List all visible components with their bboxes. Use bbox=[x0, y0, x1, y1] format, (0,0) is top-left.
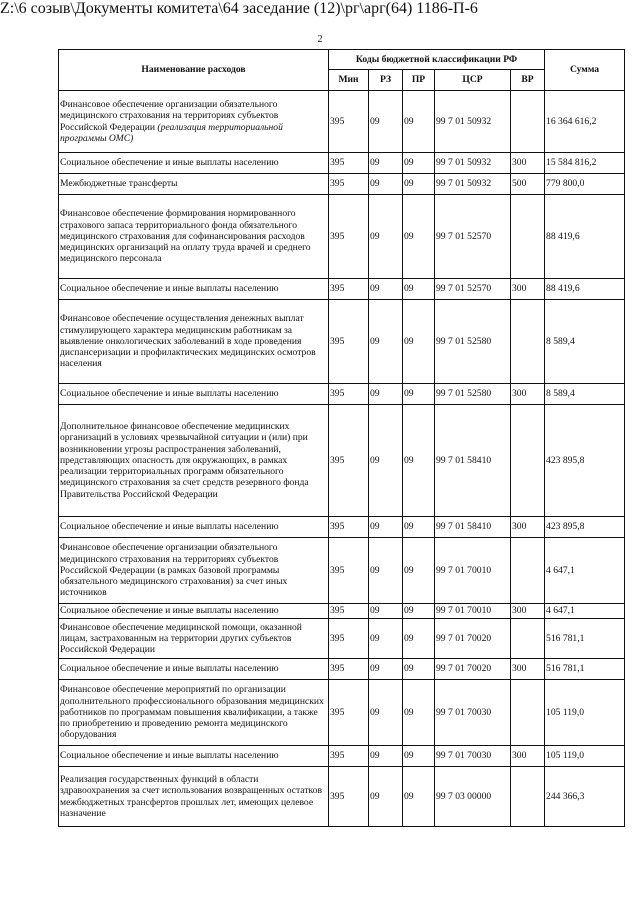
table-row bbox=[59, 746, 625, 767]
vr-code bbox=[511, 619, 545, 659]
vr-code bbox=[511, 91, 545, 153]
min-code: 395 bbox=[329, 767, 369, 827]
rz-code: 09 bbox=[369, 279, 403, 300]
min-code: 395 bbox=[329, 405, 369, 517]
rz-code: 09 bbox=[369, 619, 403, 659]
min-code: 395 bbox=[329, 538, 369, 604]
vr-code: 500 bbox=[511, 174, 545, 195]
rz-code: 09 bbox=[369, 384, 403, 405]
sum-value: 423 895,8 bbox=[545, 517, 625, 538]
csr-code: 99 7 01 70030 bbox=[435, 680, 511, 746]
min-code: 395 bbox=[329, 604, 369, 619]
pr-code: 09 bbox=[403, 91, 435, 153]
header-min: Мин bbox=[329, 70, 369, 91]
rz-code: 09 bbox=[369, 680, 403, 746]
vr-code: 300 bbox=[511, 384, 545, 405]
expense-name: Финансовое обеспечение организации обязательного медицинского страхования на территориях субъектов Российской Федерации (в рамках базовой программы обязательного медицинского страхования) за счет иных источников bbox=[59, 538, 329, 604]
csr-code: 99 7 01 70010 bbox=[435, 538, 511, 604]
min-code: 395 bbox=[329, 659, 369, 680]
expense-name: Социальное обеспечение и иные выплаты населению bbox=[59, 604, 329, 619]
sum-value: 244 366,3 bbox=[545, 767, 625, 827]
vr-code: 300 bbox=[511, 659, 545, 680]
table-row bbox=[59, 384, 625, 405]
min-code: 395 bbox=[329, 619, 369, 659]
expense-name: Социальное обеспечение и иные выплаты населению bbox=[59, 659, 329, 680]
program-note: (реализация территориальной программы ОМС) bbox=[60, 121, 283, 144]
rz-code: 09 bbox=[369, 195, 403, 279]
expense-name: Финансовое обеспечение мероприятий по организации дополнительного профессионального образования медицинских работников по программам повышения квалификации, а также по приобретению и проведению ремонта медицинского оборудования bbox=[59, 680, 329, 746]
vr-code: 300 bbox=[511, 746, 545, 767]
table-row bbox=[59, 405, 625, 517]
vr-code bbox=[511, 680, 545, 746]
vr-code bbox=[511, 538, 545, 604]
sum-value: 4 647,1 bbox=[545, 604, 625, 619]
vr-code bbox=[511, 405, 545, 517]
pr-code: 09 bbox=[403, 746, 435, 767]
vr-code bbox=[511, 195, 545, 279]
header-rz: РЗ bbox=[369, 70, 403, 91]
expense-name: Социальное обеспечение и иные выплаты населению bbox=[59, 279, 329, 300]
pr-code: 09 bbox=[403, 767, 435, 827]
sum-value: 8 589,4 bbox=[545, 300, 625, 384]
pr-code: 09 bbox=[403, 517, 435, 538]
expense-name: Финансовое обеспечение медицинской помощи, оказанной лицам, застрахованным на территории других субъектов Российской Федерации bbox=[59, 619, 329, 659]
min-code: 395 bbox=[329, 680, 369, 746]
table-row bbox=[59, 619, 625, 659]
rz-code: 09 bbox=[369, 746, 403, 767]
sum-value: 105 119,0 bbox=[545, 746, 625, 767]
table-row bbox=[59, 91, 625, 153]
header-name-column: Наименование расходов bbox=[59, 50, 329, 91]
expense-name: Дополнительное финансовое обеспечение медицинских организаций в условиях чрезвычайной ситуации и (или) при возникновении угрозы распространения заболеваний, представляющих опасность для окружающих, в рамках реализации территориальных программ обязательного медицинского страхования за счет средств резервного фонда Правительства Российской Федерации bbox=[59, 405, 329, 517]
vr-code: 300 bbox=[511, 604, 545, 619]
budget-table bbox=[58, 49, 625, 827]
sum-value: 4 647,1 bbox=[545, 538, 625, 604]
pr-code: 09 bbox=[403, 195, 435, 279]
header-vr: ВР bbox=[511, 70, 545, 91]
pr-code: 09 bbox=[403, 659, 435, 680]
pr-code: 09 bbox=[403, 174, 435, 195]
pr-code: 09 bbox=[403, 279, 435, 300]
pr-code: 09 bbox=[403, 153, 435, 174]
min-code: 395 bbox=[329, 384, 369, 405]
table-row bbox=[59, 767, 625, 827]
pr-code: 09 bbox=[403, 680, 435, 746]
expense-name: Межбюджетные трансферты bbox=[59, 174, 329, 195]
min-code: 395 bbox=[329, 91, 369, 153]
sum-value: 8 589,4 bbox=[545, 384, 625, 405]
sum-value: 16 364 616,2 bbox=[545, 91, 625, 153]
rz-code: 09 bbox=[369, 604, 403, 619]
sum-value: 105 119,0 bbox=[545, 680, 625, 746]
csr-code: 99 7 01 50932 bbox=[435, 153, 511, 174]
pr-code: 09 bbox=[403, 538, 435, 604]
expense-name: Социальное обеспечение и иные выплаты населению bbox=[59, 746, 329, 767]
min-code: 395 bbox=[329, 174, 369, 195]
sum-value: 88 419,6 bbox=[545, 279, 625, 300]
sum-value: 423 895,8 bbox=[545, 405, 625, 517]
csr-code: 99 7 03 00000 bbox=[435, 767, 511, 827]
sum-value: 88 419,6 bbox=[545, 195, 625, 279]
vr-code: 300 bbox=[511, 153, 545, 174]
table-row bbox=[59, 279, 625, 300]
expense-name: Социальное обеспечение и иные выплаты населению bbox=[59, 153, 329, 174]
table-row bbox=[59, 153, 625, 174]
csr-code: 99 7 01 58410 bbox=[435, 405, 511, 517]
header-csr: ЦСР bbox=[435, 70, 511, 91]
csr-code: 99 7 01 70030 bbox=[435, 746, 511, 767]
rz-code: 09 bbox=[369, 300, 403, 384]
csr-code: 99 7 01 70010 bbox=[435, 604, 511, 619]
pr-code: 09 bbox=[403, 405, 435, 517]
csr-code: 99 7 01 70020 bbox=[435, 619, 511, 659]
table-row bbox=[59, 604, 625, 619]
header-pr: ПР bbox=[403, 70, 435, 91]
header-sum-column: Сумма bbox=[545, 50, 625, 91]
csr-code: 99 7 01 52570 bbox=[435, 195, 511, 279]
table-row bbox=[59, 659, 625, 680]
rz-code: 09 bbox=[369, 174, 403, 195]
vr-code bbox=[511, 767, 545, 827]
expense-name: Социальное обеспечение и иные выплаты населению bbox=[59, 384, 329, 405]
sum-value: 516 781,1 bbox=[545, 659, 625, 680]
csr-code: 99 7 01 52580 bbox=[435, 384, 511, 405]
vr-code: 300 bbox=[511, 279, 545, 300]
expense-name: Социальное обеспечение и иные выплаты населению bbox=[59, 517, 329, 538]
page-number: 2 bbox=[317, 34, 323, 45]
csr-code: 99 7 01 58410 bbox=[435, 517, 511, 538]
csr-code: 99 7 01 50932 bbox=[435, 174, 511, 195]
table-row bbox=[59, 300, 625, 384]
table-row bbox=[59, 517, 625, 538]
expense-name: Финансовое обеспечение организации обязательного медицинского страхования на территориях субъектов Российской Федерации (реализация территориальной программы ОМС) bbox=[59, 91, 329, 153]
header-codes-group: Коды бюджетной классификации РФ bbox=[329, 50, 545, 70]
table-row bbox=[59, 680, 625, 746]
min-code: 395 bbox=[329, 153, 369, 174]
table-row bbox=[59, 174, 625, 195]
rz-code: 09 bbox=[369, 767, 403, 827]
expense-name: Финансовое обеспечение формирования нормированного страхового запаса территориального фонда обязательного медицинского страхования для софинансирования расходов медицинских организаций на оплату труда врачей и среднего медицинского персонала bbox=[59, 195, 329, 279]
rz-code: 09 bbox=[369, 153, 403, 174]
sum-value: 15 584 816,2 bbox=[545, 153, 625, 174]
rz-code: 09 bbox=[369, 538, 403, 604]
csr-code: 99 7 01 52570 bbox=[435, 279, 511, 300]
expense-name: Финансовое обеспечение осуществления денежных выплат стимулирующего характера медицинским работникам за выявление онкологических заболеваний в ходе проведения диспансеризации и профилактических медицинских осмотров населения bbox=[59, 300, 329, 384]
pr-code: 09 bbox=[403, 619, 435, 659]
min-code: 395 bbox=[329, 517, 369, 538]
csr-code: 99 7 01 70020 bbox=[435, 659, 511, 680]
sum-value: 516 781,1 bbox=[545, 619, 625, 659]
expense-name: Реализация государственных функций в области здравоохранения за счет использования возвращенных остатков межбюджетных трансфертов прошлых лет, имеющих целевое назначение bbox=[59, 767, 329, 827]
csr-code: 99 7 01 52580 bbox=[435, 300, 511, 384]
file-path-footer: Z:\6 созыв\Документы комитета\64 заседание (12)\рг\арг(64) 1186-П-6 bbox=[0, 0, 478, 17]
vr-code: 300 bbox=[511, 517, 545, 538]
min-code: 395 bbox=[329, 746, 369, 767]
csr-code: 99 7 01 50932 bbox=[435, 91, 511, 153]
min-code: 395 bbox=[329, 279, 369, 300]
pr-code: 09 bbox=[403, 300, 435, 384]
table-row bbox=[59, 538, 625, 604]
rz-code: 09 bbox=[369, 91, 403, 153]
sum-value: 779 800,0 bbox=[545, 174, 625, 195]
table-row bbox=[59, 195, 625, 279]
rz-code: 09 bbox=[369, 659, 403, 680]
pr-code: 09 bbox=[403, 384, 435, 405]
vr-code bbox=[511, 300, 545, 384]
rz-code: 09 bbox=[369, 517, 403, 538]
min-code: 395 bbox=[329, 300, 369, 384]
rz-code: 09 bbox=[369, 405, 403, 517]
pr-code: 09 bbox=[403, 604, 435, 619]
min-code: 395 bbox=[329, 195, 369, 279]
